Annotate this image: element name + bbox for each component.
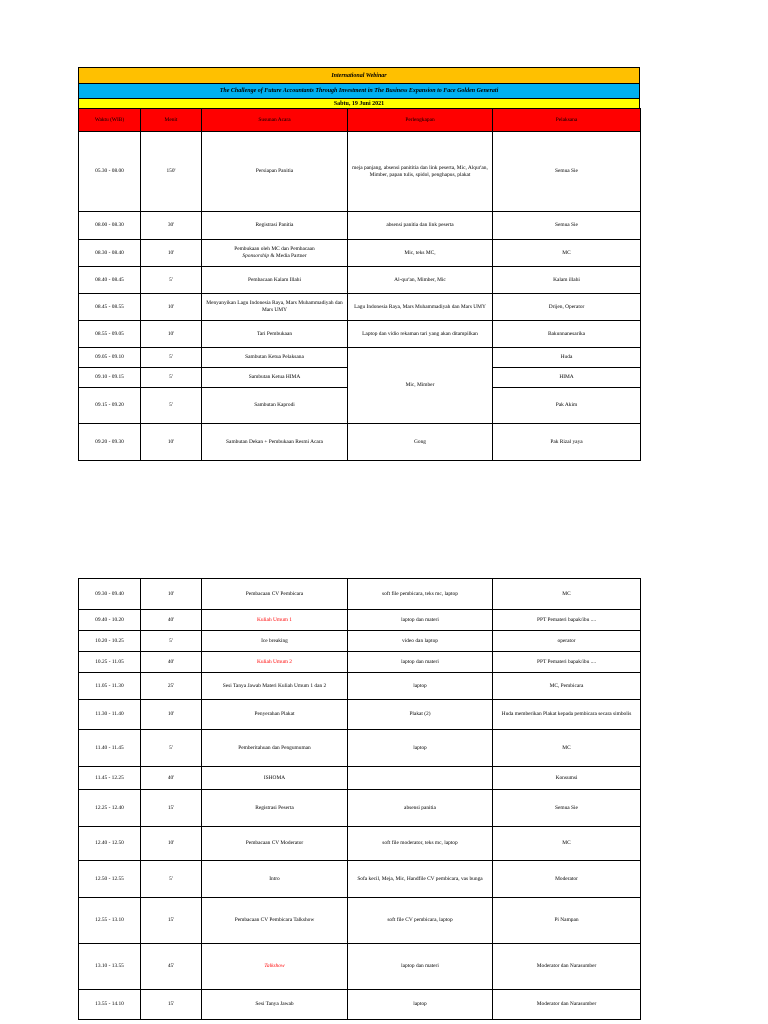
cell-acara: Kuliah Umum 1 <box>202 610 348 631</box>
sponsorship-text: Sponsorship <box>242 253 270 259</box>
cell-perlengkapan: laptop <box>348 730 493 767</box>
cell-pelaksana: Semua Sie <box>493 790 641 827</box>
cell-perlengkapan <box>348 767 493 790</box>
col-acara: Susunan Acara <box>202 109 348 132</box>
cell-waktu: 08.45 - 08.55 <box>79 294 141 321</box>
cell-waktu: 13.10 - 13.55 <box>79 944 141 990</box>
cell-pelaksana: Moderator dan Narasumber <box>493 944 641 990</box>
cell-menit: 40' <box>141 610 202 631</box>
cell-waktu: 11.45 - 12.25 <box>79 767 141 790</box>
table-row <box>79 610 641 631</box>
table-row <box>79 348 641 368</box>
cell-waktu: 09.10 - 09.15 <box>79 368 141 388</box>
cell-pelaksana: Drijen, Operator <box>493 294 641 321</box>
cell-pelaksana: Huda memberikan Plakat kepada pembicara secara simbolis <box>493 700 641 730</box>
cell-perlengkapan: laptop <box>348 673 493 700</box>
cell-pelaksana: PPT Pemateri bapak/ibu .... <box>493 652 641 673</box>
cell-perlengkapan: video dan laptop <box>348 631 493 652</box>
cell-acara: Talkshow <box>202 944 348 990</box>
cell-pelaksana: Pak Rizal yaya <box>493 424 641 461</box>
table-row <box>79 212 641 240</box>
cell-waktu: 09.05 - 09.10 <box>79 348 141 368</box>
cell-acara: Sambutan Ketua HIMA <box>202 368 348 388</box>
cell-waktu: 09.30 - 09.40 <box>79 579 141 610</box>
table-row <box>79 579 641 610</box>
cell-perlengkapan: laptop dan materi <box>348 610 493 631</box>
cell-waktu: 10.20 - 10.25 <box>79 631 141 652</box>
cell-acara: Pembacaan CV Pembicara <box>202 579 348 610</box>
cell-menit: 10' <box>141 240 202 267</box>
table-row <box>79 790 641 827</box>
webinar-date: Sabtu, 19 Juni 2021 <box>78 98 640 108</box>
table-row <box>79 861 641 898</box>
cell-acara: Pembacaan CV Moderator <box>202 827 348 861</box>
cell-perlengkapan: meja panjang, absensi panititia dan link peserta, Mic, Alqur'an, Mimber, papan tulis, spidol, penghapus, plakat <box>348 132 493 212</box>
cell-acara: Kuliah Umum 2 <box>202 652 348 673</box>
cell-pelaksana: HIMA <box>493 368 641 388</box>
cell-perlengkapan: Mic, Mimber <box>348 348 493 424</box>
cell-acara <box>202 240 348 267</box>
cell-waktu: 11.30 - 11.40 <box>79 700 141 730</box>
cell-perlengkapan: Lagu Indonesia Raya, Mars Muhammadiyah dan Mars UMY <box>348 294 493 321</box>
cell-acara: Registrasi Panitia <box>202 212 348 240</box>
cell-waktu: 12.55 - 13.10 <box>79 898 141 944</box>
cell-perlengkapan: Gong <box>348 424 493 461</box>
cell-perlengkapan: laptop dan materi <box>348 652 493 673</box>
table-row <box>79 673 641 700</box>
cell-perlengkapan: absensi panitia <box>348 790 493 827</box>
cell-pelaksana: Bakunnanesarika <box>493 321 641 348</box>
cell-waktu: 13.55 - 14.10 <box>79 990 141 1020</box>
cell-menit: 150' <box>141 132 202 212</box>
cell-acara: Penyerahan Plakat <box>202 700 348 730</box>
cell-menit: 5' <box>141 861 202 898</box>
cell-pelaksana: MC, Pembicara <box>493 673 641 700</box>
schedule-sheet-1 <box>78 67 640 461</box>
cell-pelaksana: operator <box>493 631 641 652</box>
cell-acara: Sambutan Dekan + Pembukaan Resmi Acara <box>202 424 348 461</box>
cell-acara: Ice breaking <box>202 631 348 652</box>
cell-waktu: 10.25 - 11.05 <box>79 652 141 673</box>
media-partner-text: & Media Partner <box>269 253 307 259</box>
cell-pelaksana: Moderator <box>493 861 641 898</box>
cell-pelaksana: Moderator dan Narasumber <box>493 990 641 1020</box>
cell-acara: Persiapan Panitia <box>202 132 348 212</box>
cell-acara: Tari Pembukaan <box>202 321 348 348</box>
cell-pelaksana: MC <box>493 240 641 267</box>
cell-menit: 5' <box>141 730 202 767</box>
acara-text: Pembukaan oleh MC dan Pembacaan <box>234 246 315 253</box>
cell-pelaksana: Huda <box>493 348 641 368</box>
cell-menit: 15' <box>141 790 202 827</box>
cell-menit: 45' <box>141 944 202 990</box>
table-row <box>79 424 641 461</box>
cell-menit: 10' <box>141 700 202 730</box>
cell-perlengkapan: Plakat (2) <box>348 700 493 730</box>
cell-acara: Intro <box>202 861 348 898</box>
cell-perlengkapan: Mic, teks MC, <box>348 240 493 267</box>
schedule-sheet-2 <box>78 578 640 1020</box>
table-row <box>79 767 641 790</box>
cell-perlengkapan: soft file pembicara, teks mc, laptop <box>348 579 493 610</box>
cell-menit: 5' <box>141 388 202 424</box>
table-row <box>79 321 641 348</box>
cell-acara: Sambutan Ketua Pelaksana <box>202 348 348 368</box>
cell-pelaksana: Kalam illahi <box>493 267 641 294</box>
cell-acara: ISHOMA <box>202 767 348 790</box>
cell-menit: 5' <box>141 368 202 388</box>
cell-pelaksana: PPT Pemateri bapak/ibu .... <box>493 610 641 631</box>
cell-perlengkapan: absensi panitia dan link peserta <box>348 212 493 240</box>
cell-menit: 40' <box>141 767 202 790</box>
cell-waktu: 12.25 - 12.40 <box>79 790 141 827</box>
cell-pelaksana: Pi Nampan <box>493 898 641 944</box>
cell-menit: 15' <box>141 898 202 944</box>
cell-pelaksana: Konsumsi <box>493 767 641 790</box>
cell-menit: 5' <box>141 348 202 368</box>
table-row <box>79 294 641 321</box>
table-row <box>79 898 641 944</box>
schedule-table-2 <box>78 578 641 1020</box>
cell-perlengkapan: soft file CV pembicara, laptop <box>348 898 493 944</box>
cell-waktu: 08.55 - 09.05 <box>79 321 141 348</box>
cell-menit: 10' <box>141 579 202 610</box>
cell-perlengkapan: Sofa kecil, Meja, Mic, Handfile CV pembicara, vas bunga <box>348 861 493 898</box>
table-header <box>79 109 641 132</box>
cell-pelaksana: Semua Sie <box>493 132 641 212</box>
cell-waktu: 09.20 - 09.30 <box>79 424 141 461</box>
cell-waktu: 08.30 - 08.40 <box>79 240 141 267</box>
cell-acara: Pembacaan CV Pembicara Talkshow <box>202 898 348 944</box>
cell-acara: Sesi Tanya Jawab Materi Kuliah Umum 1 dan 2 <box>202 673 348 700</box>
cell-menit: 25' <box>141 673 202 700</box>
cell-waktu: 08.00 - 08.30 <box>79 212 141 240</box>
table-row <box>79 267 641 294</box>
cell-menit: 5' <box>141 267 202 294</box>
cell-waktu: 08.40 - 08.45 <box>79 267 141 294</box>
table-row <box>79 827 641 861</box>
table-row <box>79 730 641 767</box>
cell-menit: 10' <box>141 294 202 321</box>
cell-menit: 40' <box>141 652 202 673</box>
webinar-theme: The Challenge of Future Accountants Through Investment in The Business Expansion to Face Golden Generati <box>78 83 640 98</box>
cell-waktu: 11.05 - 11.30 <box>79 673 141 700</box>
webinar-title: International Webinar <box>78 67 640 83</box>
cell-waktu: 12.50 - 12.55 <box>79 861 141 898</box>
cell-pelaksana: Pak Akim <box>493 388 641 424</box>
cell-perlengkapan: laptop dan materi <box>348 944 493 990</box>
cell-menit: 30' <box>141 212 202 240</box>
cell-acara: Pembacaan Kalam Illahi <box>202 267 348 294</box>
table-row <box>79 700 641 730</box>
cell-perlengkapan: laptop <box>348 990 493 1020</box>
cell-menit: 10' <box>141 321 202 348</box>
cell-waktu: 09.15 - 09.20 <box>79 388 141 424</box>
cell-waktu: 11.40 - 11.45 <box>79 730 141 767</box>
table-row <box>79 631 641 652</box>
cell-perlengkapan: soft file moderator, teks mc, laptop <box>348 827 493 861</box>
cell-perlengkapan: Laptop dan vidio rekaman tari yang akan ditampilkan <box>348 321 493 348</box>
cell-pelaksana: Semua Sie <box>493 212 641 240</box>
cell-waktu: 12.40 - 12.50 <box>79 827 141 861</box>
cell-menit: 15' <box>141 990 202 1020</box>
schedule-table-1 <box>78 108 641 461</box>
cell-acara: Sesi Tanya Jawab <box>202 990 348 1020</box>
cell-menit: 10' <box>141 424 202 461</box>
cell-pelaksana: MC <box>493 579 641 610</box>
col-menit: Menit <box>141 109 202 132</box>
cell-waktu: 05.30 - 08.00 <box>79 132 141 212</box>
col-perlengkapan: Perlengkapan <box>348 109 493 132</box>
cell-pelaksana: MC <box>493 827 641 861</box>
cell-acara: Registrasi Peserta <box>202 790 348 827</box>
cell-acara: Menyanyikan Lagu Indonesia Raya, Mars Muhammadiyah dan Mars UMY <box>202 294 348 321</box>
table-row <box>79 240 641 267</box>
cell-acara: Sambutan Kaprodi <box>202 388 348 424</box>
cell-menit: 5' <box>141 631 202 652</box>
cell-waktu: 09.40 - 10.20 <box>79 610 141 631</box>
table-row <box>79 652 641 673</box>
table-row <box>79 944 641 990</box>
table-row <box>79 990 641 1020</box>
table-row <box>79 132 641 212</box>
cell-perlengkapan: Al-qur'an, Mimber, Mic <box>348 267 493 294</box>
col-pelaksana: Pelaksana <box>493 109 641 132</box>
cell-pelaksana: MC <box>493 730 641 767</box>
col-waktu: Waktu (WIB) <box>79 109 141 132</box>
cell-acara: Pemberitahuan dan Pengumuman <box>202 730 348 767</box>
cell-menit: 10' <box>141 827 202 861</box>
